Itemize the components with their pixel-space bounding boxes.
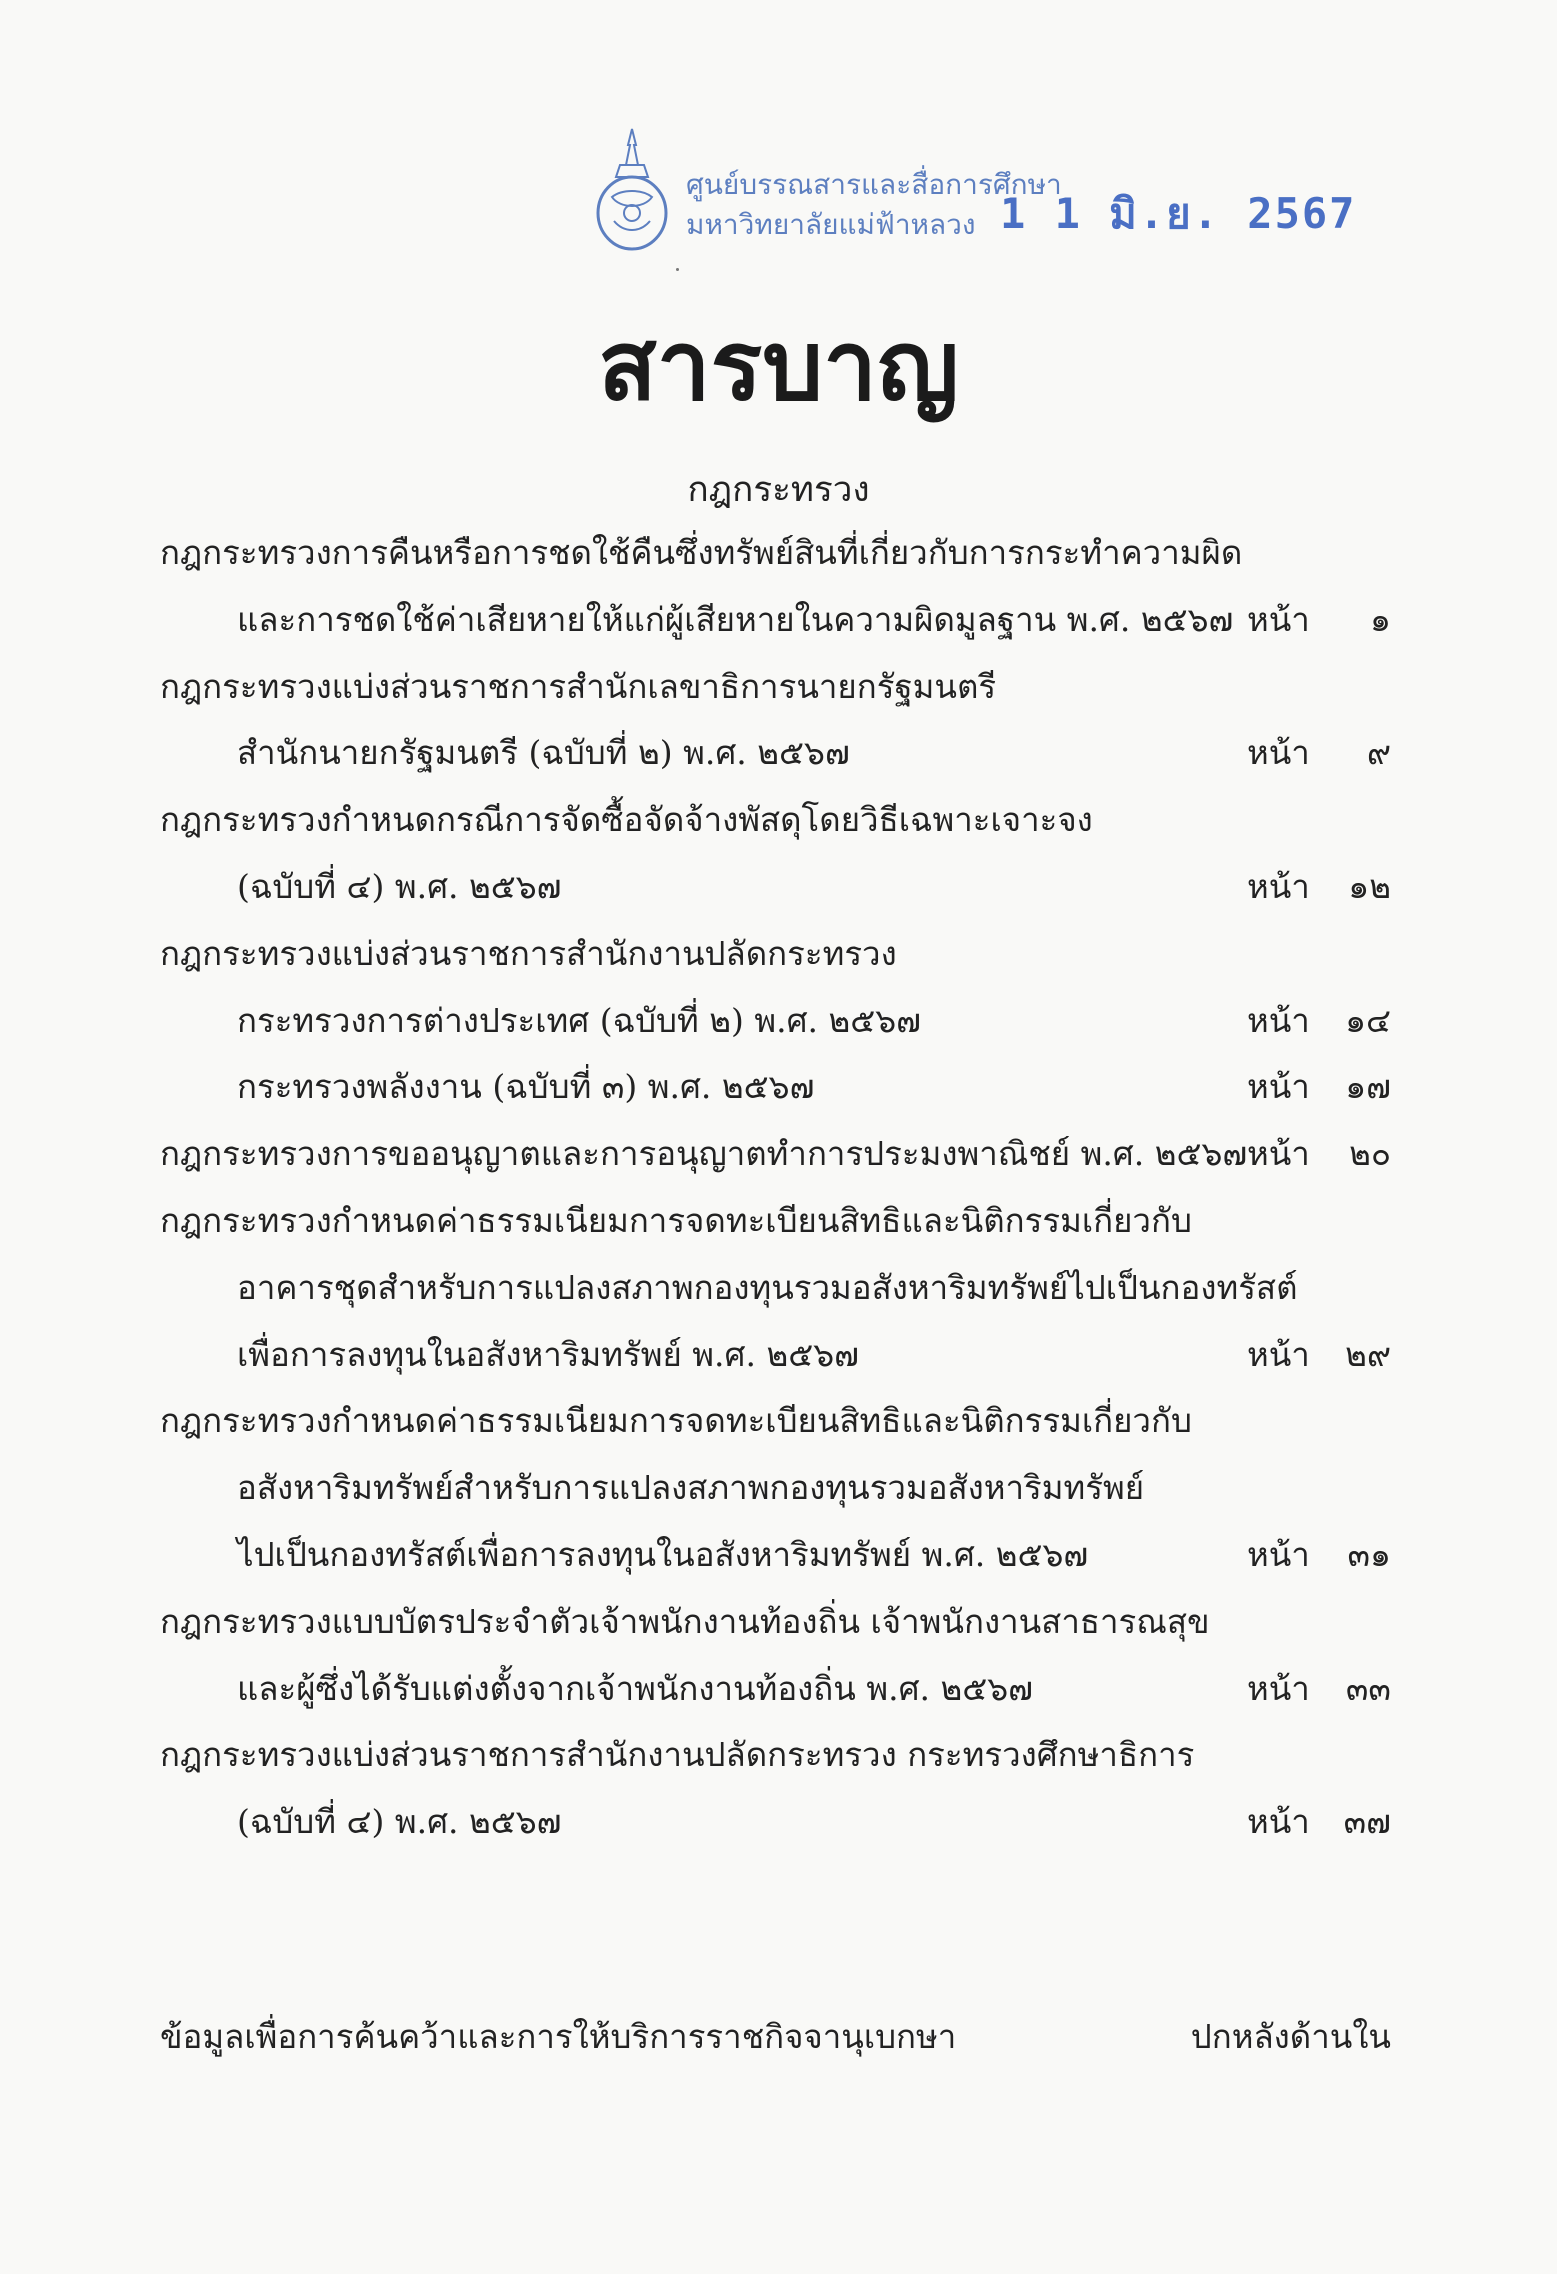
page-number: ๑๔	[1345, 1001, 1391, 1040]
toc-entry-text: กฎกระทรวงแบ่งส่วนราชการสำนักงานปลัดกระทรวง	[160, 934, 897, 973]
toc-entry-text: กฎกระทรวงกำหนดกรณีการจัดซื้อจัดจ้างพัสดุโดยวิธีเฉพาะเจาะจง	[160, 800, 1093, 839]
stamp-org-line-2: มหาวิทยาลัยแม่ฟ้าหลวง	[686, 208, 976, 241]
toc-entry-text: กฎกระทรวงการคืนหรือการชดใช้คืนซึ่งทรัพย์สินที่เกี่ยวกับการกระทำความผิด	[160, 533, 1243, 572]
page-label: หน้า	[1247, 733, 1310, 772]
toc-entry-text: ไปเป็นกองทรัสต์เพื่อการลงทุนในอสังหาริมทรัพย์ พ.ศ. ๒๕๖๗	[237, 1535, 1089, 1574]
toc-entry-text: และการชดใช้ค่าเสียหายให้แก่ผู้เสียหายในความผิดมูลฐาน พ.ศ. ๒๕๖๗	[237, 600, 1234, 639]
toc-entry-text: กฎกระทรวงแบ่งส่วนราชการสำนักเลขาธิการนายกรัฐมนตรี	[160, 667, 997, 706]
toc-entry-text: กฎกระทรวงการขออนุญาตและการอนุญาตทำการประมงพาณิชย์ พ.ศ. ๒๕๖๗	[160, 1134, 1248, 1173]
footer-note: ข้อมูลเพื่อการค้นคว้าและการให้บริการราชกิจจานุเบกษา	[160, 2017, 957, 2056]
page-number: ๒๐	[1349, 1134, 1391, 1173]
toc-entry-text: กระทรวงพลังงาน (ฉบับที่ ๓) พ.ศ. ๒๕๖๗	[237, 1067, 815, 1106]
page-number: ๓๑	[1347, 1535, 1391, 1574]
page-label: หน้า	[1247, 1335, 1310, 1374]
toc-entry-text: (ฉบับที่ ๔) พ.ศ. ๒๕๖๗	[237, 867, 562, 906]
toc-entry-text: และผู้ซึ่งได้รับแต่งตั้งจากเจ้าพนักงานท้องถิ่น พ.ศ. ๒๕๖๗	[237, 1669, 1033, 1708]
page-label: หน้า	[1247, 1001, 1310, 1040]
page-label: หน้า	[1247, 1802, 1310, 1841]
page-number: ๓๗	[1343, 1802, 1391, 1841]
page-label: หน้า	[1247, 867, 1310, 906]
stamp-date: 1 1 มิ.ย. 2567	[1000, 189, 1357, 238]
speck	[676, 268, 679, 271]
page-label: หน้า	[1247, 1669, 1310, 1708]
page-number: ๑	[1370, 600, 1391, 639]
university-emblem-icon	[590, 125, 674, 255]
page-title: สารบาญ	[598, 310, 959, 422]
toc-entry-text: อสังหาริมทรัพย์สำหรับการแปลงสภาพกองทุนรวมอสังหาริมทรัพย์	[237, 1468, 1145, 1507]
page-number: ๓๓	[1345, 1669, 1391, 1708]
page-label: หน้า	[1247, 600, 1310, 639]
page-number: ๑๒	[1348, 867, 1391, 906]
toc-entry-text: อาคารชุดสำหรับการแปลงสภาพกองทุนรวมอสังหาริมทรัพย์ไปเป็นกองทรัสต์	[237, 1268, 1298, 1307]
page-number: ๙	[1366, 733, 1391, 772]
page-number: ๒๙	[1345, 1335, 1391, 1374]
page-label: หน้า	[1247, 1535, 1310, 1574]
toc-entry-text: กฎกระทรวงกำหนดค่าธรรมเนียมการจดทะเบียนสิทธิและนิติกรรมเกี่ยวกับ	[160, 1201, 1192, 1240]
footer-page-ref: ปกหลังด้านใน	[1190, 2017, 1391, 2056]
stamp-org-line-1: ศูนย์บรรณสารและสื่อการศึกษา	[686, 168, 1062, 201]
toc-entry-text: กฎกระทรวงกำหนดค่าธรรมเนียมการจดทะเบียนสิทธิและนิติกรรมเกี่ยวกับ	[160, 1401, 1192, 1440]
page-number: ๑๗	[1345, 1067, 1391, 1106]
toc-entry-text: สำนักนายกรัฐมนตรี (ฉบับที่ ๒) พ.ศ. ๒๕๖๗	[237, 733, 850, 772]
page-label: หน้า	[1247, 1134, 1310, 1173]
toc-entry-text: กฎกระทรวงแบบบัตรประจำตัวเจ้าพนักงานท้องถิ่น เจ้าพนักงานสาธารณสุข	[160, 1602, 1210, 1641]
section-heading: กฎกระทรวง	[687, 470, 870, 510]
library-stamp	[590, 125, 1357, 255]
toc-entry-text: เพื่อการลงทุนในอสังหาริมทรัพย์ พ.ศ. ๒๕๖๗	[237, 1335, 859, 1374]
toc-entry-text: (ฉบับที่ ๔) พ.ศ. ๒๕๖๗	[237, 1802, 562, 1841]
toc-entry-text: กฎกระทรวงแบ่งส่วนราชการสำนักงานปลัดกระทรวง กระทรวงศึกษาธิการ	[160, 1735, 1195, 1774]
toc-entry-text: กระทรวงการต่างประเทศ (ฉบับที่ ๒) พ.ศ. ๒๕๖๗	[237, 1001, 921, 1040]
page-label: หน้า	[1247, 1067, 1310, 1106]
